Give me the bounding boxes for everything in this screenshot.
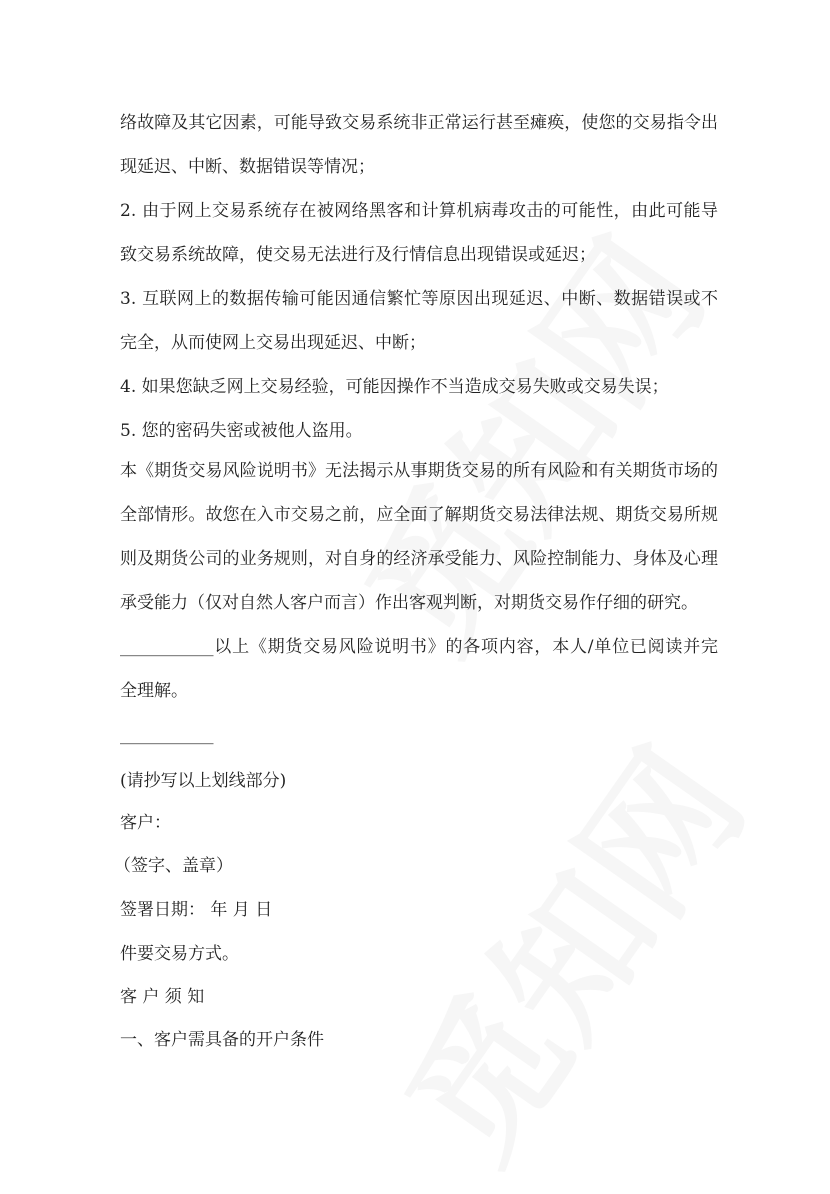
customer-label: 客户： (120, 813, 171, 833)
paragraph-line: 则及期货公司的业务规则，对自身的经济承受能力、风险控制能力、身体及心理 (120, 549, 718, 569)
blank-line: ___________ (120, 725, 214, 745)
list-item-4: 4. 如果您缺乏网上交易经验，可能因操作不当造成交易失败或交易失误； (120, 377, 669, 397)
list-item-5: 5. 您的密码失密或被他人盗用。 (120, 421, 363, 441)
paragraph-line: 本《期货交易风险说明书》无法揭示从事期货交易的所有风险和有关期货市场的 (120, 461, 718, 481)
paragraph-line: 件要交易方式。 (120, 944, 239, 964)
list-item-2: 2. 由于网上交易系统存在被网络黑客和计算机病毒攻击的可能性，由此可能导 (120, 201, 718, 221)
paragraph-line: 现延迟、中断、数据错误等情况； (120, 157, 375, 177)
paragraph-line: 全理解。 (120, 681, 188, 701)
paragraph-line: 全部情形。故您在入市交易之前，应全面了解期货交易法律法规、期货交易所规 (120, 505, 718, 525)
paragraph-line: 承受能力（仅对自然人客户而言）作出客观判断，对期货交易作仔细的研究。 (120, 593, 698, 613)
section-subheading: 一、客户需具备的开户条件 (120, 1030, 324, 1050)
signature-label: （签字、盖章） (114, 856, 233, 876)
paragraph-line: 络故障及其它因素，可能导致交易系统非正常运行甚至瘫痪，使您的交易指令出 (120, 113, 718, 133)
list-item-3: 3. 互联网上的数据传输可能因通信繁忙等原因出现延迟、中断、数据错误或不 (120, 289, 718, 309)
paragraph-line: ___________以上《期货交易风险说明书》的各项内容，本人/单位已阅读并完 (120, 637, 718, 657)
paragraph-line: 完全，从而使网上交易出现延迟、中断； (120, 333, 426, 353)
paragraph-line: 致交易系统故障，使交易无法进行及行情信息出现错误或延迟； (120, 245, 596, 265)
instruction-text: (请抄写以上划线部分) (120, 771, 287, 791)
watermark (347, 702, 782, 1194)
sign-date-label: 签署日期： 年 月 日 (120, 900, 273, 920)
section-heading: 客 户 须 知 (120, 987, 205, 1007)
